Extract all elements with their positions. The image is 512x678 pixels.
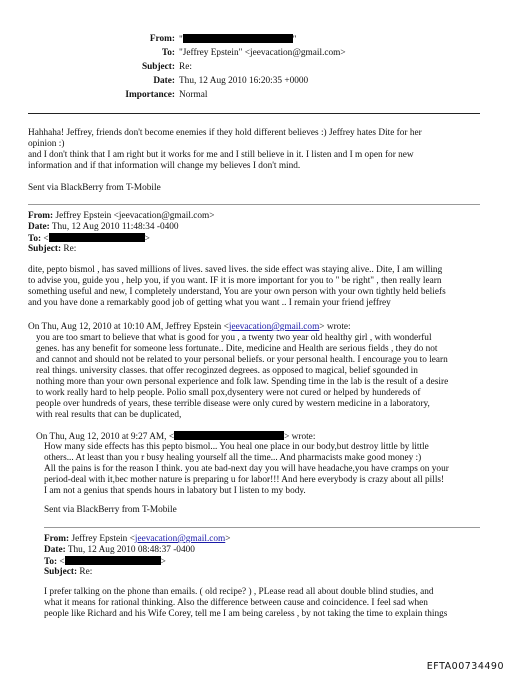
body-line: and I don't think that I am right but it works for me and I still believe in it. I listen and I m open for new <box>28 150 414 160</box>
msg3-to-close: > <box>160 557 166 567</box>
message-divider-1 <box>28 204 480 205</box>
signature-1: Sent via BlackBerry from T-Mobile <box>28 183 161 193</box>
msg2-date-value: Thu, 12 Aug 2010 11:48:34 -0400 <box>51 222 179 232</box>
msg3-from-text: Jeffrey Epstein < <box>71 534 135 544</box>
body-line: to advise you, guide you , help you, if you want. IF it is more important for you to " be right" , then really learn <box>28 276 442 286</box>
body-line: people like Richard and his Wife Corey, tell me I am being careless , by not taking the time to explain things <box>44 609 448 619</box>
header-divider <box>28 113 480 114</box>
msg2-to-label: To: <box>28 234 42 244</box>
header-subject-label: Subject: <box>141 62 175 72</box>
header-from-quote-close: " <box>292 35 297 45</box>
msg3-subject-label: Subject: <box>44 567 78 577</box>
body-line: All the pains is for the reason I think. you ate bad-next day you will have headache,you have cramps on your <box>44 464 449 474</box>
quote1-body <box>36 333 448 421</box>
header-to-value: "Jeffrey Epstein" <jeevacation@gmail.com> <box>179 48 346 58</box>
body-line: people over hundreds of years, these terrible disease were only cured by western medicine in a laboratory, <box>36 399 430 409</box>
quote1-intro-wrote: > wrote: <box>319 322 351 332</box>
msg3-from-close: > <box>225 534 231 544</box>
header-subject-value: Re: <box>179 62 192 72</box>
quote2-intro-text: On Thu, Aug 12, 2010 at 9:27 AM, < <box>36 432 175 442</box>
redaction-bar <box>49 233 145 242</box>
body-line: what it means for rational thinking. Also the difference between cause and coincidence. I feel sad when <box>44 598 428 608</box>
body-line: real things. university classes. that offer recoginzed degrees. as opposed to magical, belief sgounded in <box>36 366 418 376</box>
msg3-subject-row <box>44 567 92 578</box>
redaction-bar <box>183 34 293 43</box>
header-from-quote-open: " <box>179 35 183 45</box>
msg2-from-row <box>28 211 215 222</box>
body-line: opinion :) <box>28 139 65 149</box>
body-line: with real results that can be duplicated, <box>36 410 182 420</box>
quote1-intro-text: On Thu, Aug 12, 2010 at 10:10 AM, Jeffrey Epstein < <box>28 322 229 332</box>
body-line: I prefer talking on the phone than emails. ( old recipe? ) , PLease read all about double blind studies, and <box>44 587 434 597</box>
body-line: period-deal with it,bec mother nature is preparing u for labor!!! And here everybody is crazy about all pills! <box>44 475 445 485</box>
msg3-subject-value: Re: <box>79 567 93 577</box>
body-line: something useful and new, I completely understand, You are your own person with your own tightly held beliefs <box>28 287 446 297</box>
header-importance-label: Importance: <box>125 90 175 100</box>
msg3-from-label: From: <box>44 534 70 544</box>
message-body-2 <box>28 265 446 309</box>
body-line: and you have done a remarkably good job of getting what you want .. I remain your friend jeffrey <box>28 298 391 308</box>
body-line: information and if that information will change my believes I don't mind. <box>28 161 301 171</box>
msg3-to-label: To: <box>44 557 58 567</box>
quote2-intro-wrote: > wrote: <box>284 432 316 442</box>
msg3-to-open: < <box>59 557 65 567</box>
header-to-label: To: <box>161 48 175 58</box>
body-line: genes. has any benefit for someone less fortunate.. Dite, medicine and Health are serious fields , they do not <box>36 344 438 354</box>
body-line: How many side effects has this pepto bismol... You heal one place in our body,but destroy little by little <box>44 442 429 452</box>
msg2-from-label: From: <box>28 211 54 221</box>
quote1-intro <box>28 322 351 333</box>
message-body-3 <box>44 587 447 620</box>
msg2-date-label: Date: <box>28 222 50 232</box>
document-id: EFTA00734490 <box>426 661 504 672</box>
msg3-date-row <box>44 545 195 556</box>
email-link[interactable]: jeevacation@gmail.com <box>228 322 320 332</box>
header-from-label: From: <box>149 34 175 44</box>
msg2-subject-value: Re: <box>63 244 77 254</box>
msg2-subject-label: Subject: <box>28 244 62 254</box>
msg2-from-value: Jeffrey Epstein <jeevacation@gmail.com> <box>55 211 215 221</box>
body-line: nothing more than your own personal experience and folk law. Spending time in the lab is the result of a desire <box>36 377 449 387</box>
quote2-body <box>44 442 449 497</box>
msg3-date-label: Date: <box>44 545 66 555</box>
msg2-to-open: < <box>43 234 49 244</box>
message-body-1 <box>28 128 422 172</box>
header-from-value <box>179 34 297 46</box>
header-date-label: Date: <box>153 76 175 86</box>
body-line: and cannot and should not be related to your personal beliefs. or your personal health. I encourage you to learn <box>36 355 448 365</box>
body-line: you are too smart to believe that what is good for you , a twenty two year old healthy girl , with wonderful <box>36 333 432 343</box>
body-line: dite, pepto bismol , has saved millions of lives. saved lives. the side effect was staying alive.. Dite, I am willing <box>28 265 443 275</box>
msg3-date-value: Thu, 12 Aug 2010 08:48:37 -0400 <box>67 545 195 555</box>
redaction-bar <box>65 556 161 565</box>
email-link[interactable]: jeevacation@gmail.com <box>134 534 226 544</box>
message-divider-2 <box>44 527 480 528</box>
msg3-from-row <box>44 534 231 545</box>
body-line: Hahhaha! Jeffrey, friends don't become enemies if they hold different believes :) Jeffrey hates Dite for her <box>28 128 422 138</box>
body-line: others... At least than you r busy healing yourself all the time... And pharmacists make good money :) <box>44 453 422 463</box>
header-importance-value: Normal <box>179 90 208 100</box>
body-line: to work really hard to help people. Polio small pox,dysentery were not cured or helped by hundereds of <box>36 388 421 398</box>
signature-2: Sent via BlackBerry from T-Mobile <box>44 505 177 515</box>
msg2-subject-row <box>28 244 76 255</box>
msg2-date-row <box>28 222 179 233</box>
msg2-to-close: > <box>144 234 150 244</box>
body-line: I am not a genius that spends hours in labatory but I listen to my body. <box>44 486 306 496</box>
redaction-bar <box>174 431 284 440</box>
header-date-value: Thu, 12 Aug 2010 16:20:35 +0000 <box>179 76 309 86</box>
